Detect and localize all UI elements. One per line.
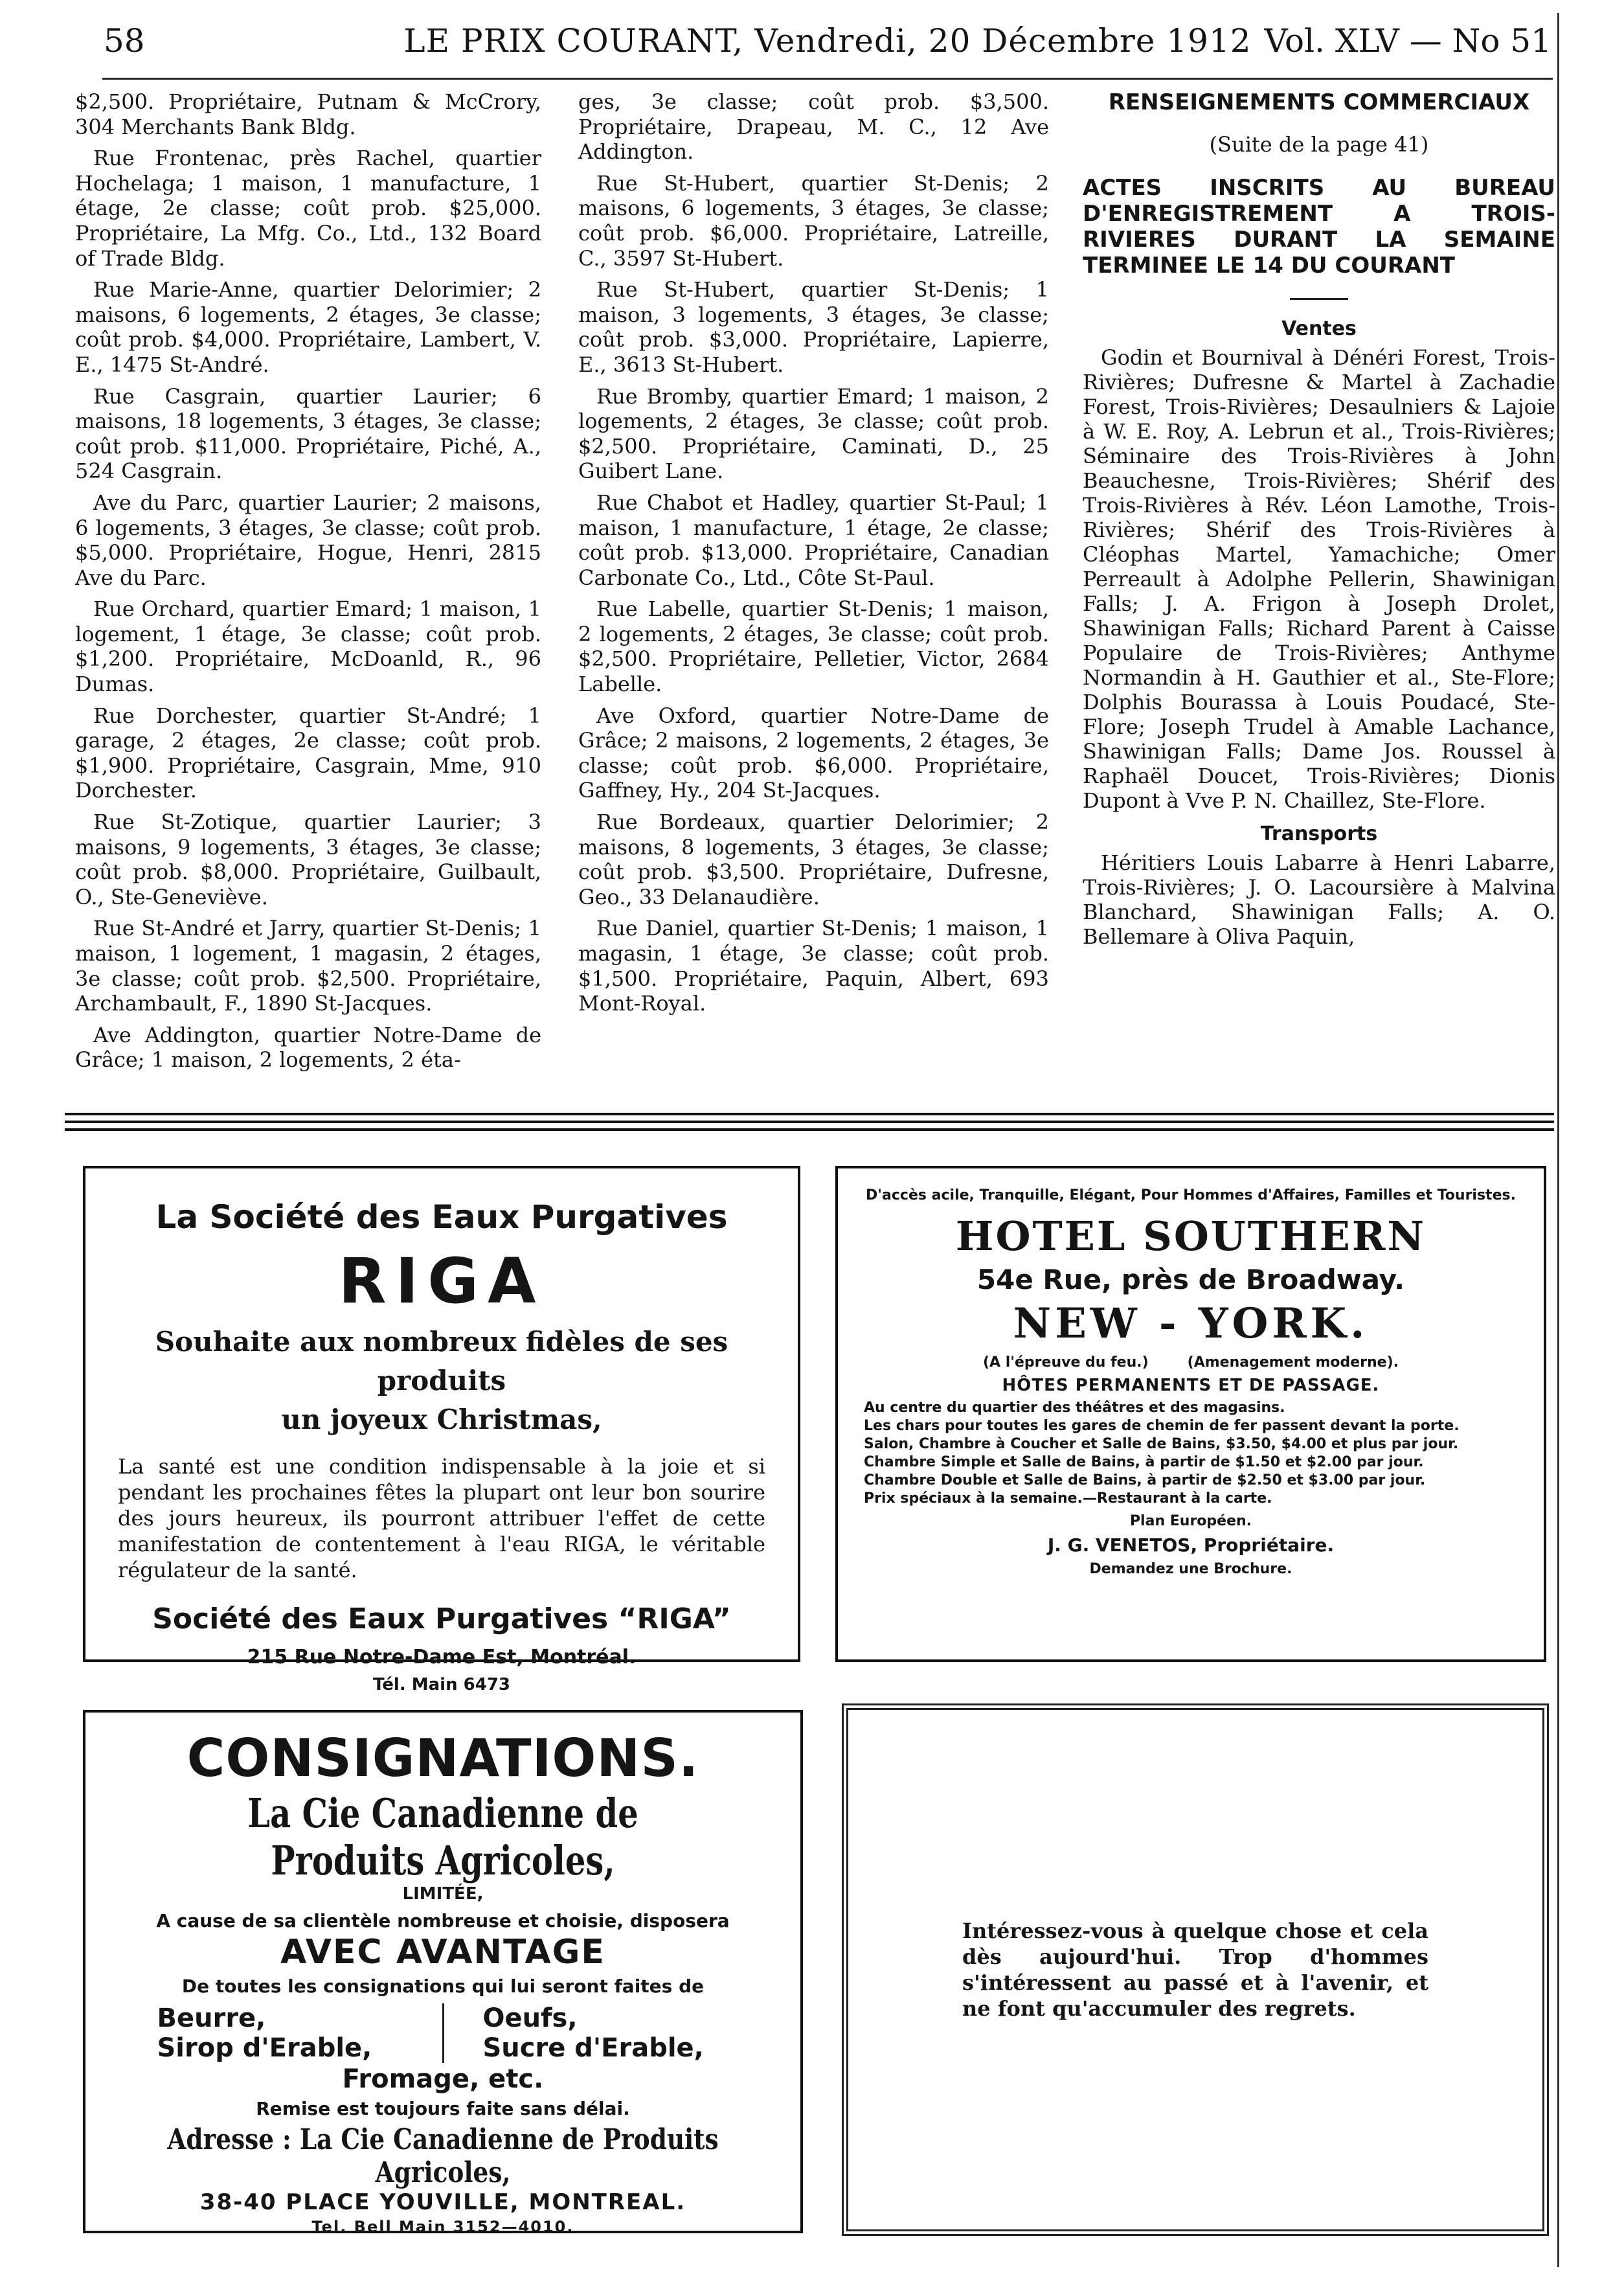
- permit-entry: Rue Bromby, quartier Emard; 1 maison, 2 logements, 2 étages, 3e classe; coût prob. $2,500. Propriétaire, Caminati, D., 25 Guibert Lane.: [578, 383, 1049, 484]
- consignations-advertisement: [83, 1710, 803, 2236]
- permit-entry: Rue Casgrain, quartier Laurier; 6 maisons, 18 logements, 3 étages, 3e classe; coût prob. $11,000. Propriétaire, Piché, A., 524 Casgrain.: [75, 383, 541, 484]
- registry-heading: ACTES INSCRITS AU BUREAU D'ENREGISTREMENT A TROIS-RIVIERES DURANT LA SEMAINE TERMINEE LE 14 DU COURANT: [1083, 175, 1555, 279]
- building-permits-column-2: [578, 89, 1049, 1023]
- wish-line: un joyeux Christmas,: [281, 1404, 602, 1435]
- permit-entry: Rue St-Hubert, quartier St-Denis; 2 maisons, 6 logements, 3 étages, 3e classe; coût prob. $6,000. Propriétaire, Latreille, C., 3597 St-Hubert.: [578, 170, 1049, 271]
- products-grid: [111, 2003, 774, 2063]
- volume-number: Vol. XLV — No 51: [1264, 22, 1551, 60]
- permit-entry: Ave Oxford, quartier Notre-Dame de Grâce; 2 maisons, 2 logements, 2 étages, 3e classe; coût prob. $6,000. Propriétaire, Gaffney, Hy., 204 St-Jacques.: [578, 703, 1049, 803]
- permit-entry: Rue Bordeaux, quartier Delorimier; 2 maisons, 8 logements, 3 étages, 3e classe; coût prob. $3,500. Propriétaire, Dufresne, Geo., 33 Delanaudière.: [578, 810, 1049, 909]
- consignments-note: De toutes les consignations qui lui seront faites de: [181, 1976, 705, 1997]
- wish-line: Souhaite aux nombreux fidèles de ses produits: [155, 1326, 728, 1396]
- permit-entry: Rue Dorchester, quartier St-André; 1 garage, 2 étages, 2e classe; coût prob. $1,900. Propriétaire, Casgrain, Mme, 910 Dorchester.: [75, 703, 541, 803]
- product-item: Sucre d'Erable,: [482, 2033, 704, 2063]
- product-item: Fromage, etc.: [342, 2064, 544, 2094]
- hotel-details: [864, 1399, 1518, 1508]
- riga-advertisement: [83, 1166, 800, 1694]
- quote-box: [842, 1703, 1549, 2236]
- transfers-text: Héritiers Louis Labarre à Henri Labarre, Trois-Rivières; J. O. Lacoursière à Malvina Blanchard, Shawinigan Falls; A. O. Bellemare à Oliva Paquin,: [1083, 850, 1555, 949]
- hotel-tagline: D'accès acile, Tranquille, Elégant, Pour Hommes d'Affaires, Familles et Touristes.: [866, 1187, 1516, 1203]
- building-permits-column-1: [75, 89, 541, 1079]
- company-address: 38-40 PLACE YOUVILLE, MONTREAL.: [199, 2189, 686, 2215]
- hotel-detail-line: Chambre Double et Salle de Bains, à partir de $2.50 et $3.00 par jour.: [864, 1472, 1426, 1488]
- section-divider: [65, 1121, 1554, 1123]
- commercial-information-column: [1083, 89, 1555, 949]
- page-number: 58: [104, 22, 145, 60]
- permit-entry: Rue Chabot et Hadley, quartier St-Paul; 1 maison, 1 manufacture, 1 étage, 2e classe; coût prob. $13,000. Propriétaire, Canadian Carbonate Co., Ltd., Côte St-Paul.: [578, 490, 1049, 590]
- avantage-heading: AVEC AVANTAGE: [280, 1933, 605, 1972]
- permit-entry: $2,500. Propriétaire, Putnam & McCrory, 304 Merchants Bank Bldg.: [75, 89, 541, 139]
- brand-name: RIGA: [338, 1245, 545, 1317]
- section-divider: [65, 1113, 1554, 1115]
- hotel-detail-line: Au centre du quartier des théâtres et des magasins.: [864, 1400, 1285, 1416]
- transfers-heading: Transports: [1260, 823, 1378, 845]
- publication-title: LE PRIX COURANT, Vendredi, 20 Décembre 1912: [403, 22, 1252, 60]
- brochure-note: Demandez une Brochure.: [1089, 1561, 1292, 1577]
- permit-entry: Rue Frontenac, près Rachel, quartier Hochelaga; 1 maison, 1 manufacture, 1 étage, 2e classe; coût prob. $25,000. Propriétaire, La Mfg. Co., Ltd., 132 Board of Trade Bldg.: [75, 146, 541, 271]
- company-limited: LIMITÉE,: [402, 1884, 484, 1904]
- company-address: 215 Rue Notre-Dame Est, Montréal.: [247, 1646, 637, 1668]
- remittance-note: Remise est toujours faite sans délai.: [256, 2098, 630, 2119]
- sales-heading: Ventes: [1281, 317, 1357, 340]
- modern-note: (Amenagement moderne).: [1187, 1354, 1399, 1371]
- page-header: [104, 18, 1551, 70]
- permit-entry: Rue Marie-Anne, quartier Delorimier; 2 maisons, 6 logements, 2 étages, 3e classe; coût prob. $4,000. Propriétaire, Lambert, V. E., 1475 St-André.: [75, 277, 541, 377]
- company-phone: Tel. Bell Main 3152—4010.: [311, 2218, 574, 2236]
- quote-text: Intéressez-vous à quelque chose et cela dès aujourd'hui. Trop d'hommes s'intéressent au passé et à l'avenir, et ne font qu'accumuler des regrets.: [962, 1919, 1428, 2021]
- hotel-street: 54e Rue, près de Broadway.: [976, 1264, 1405, 1295]
- page-edge-line: [1557, 13, 1559, 2267]
- section-heading: RENSEIGNEMENTS COMMERCIAUX: [1108, 89, 1530, 115]
- hotel-southern-advertisement: [835, 1166, 1546, 1662]
- sales-text: Godin et Bournival à Dénéri Forest, Trois-Rivières; Dufresne & Martel à Zachadie Forest, Trois-Rivières; Desaulniers & Lajoie à W. E. Roy, A. Lebrun et al., Trois-Rivières; Séminaire des Trois-Rivières à John Beauchesne, Trois-Rivières; Shérif des Trois-Rivières à Rév. Léon Lamothe, Trois-Rivières; Shérif des Trois-Rivières à Cléophas Martel, Yamachiche; Omer Perreault à Adolphe Pellerin, Shawinigan Falls; J. A. Frigon à Joseph Drolet, Shawinigan Falls; Richard Parent à Caisse Populaire de Trois-Rivières; Anthyme Normandin à H. Gauthier et al., Ste-Flore; Dolphis Bourassa à Louis Poudacé, Ste-Flore; Joseph Trudel à Amable Lachance, Shawinigan Falls; Dame Jos. Roussel à Raphaël Doucet, Trois-Rivières; Dionis Dupont à Vve P. N. Chaillez, Ste-Flore.: [1083, 345, 1555, 813]
- hotel-detail-line: Chambre Simple et Salle de Bains, à partir de $1.50 et $2.00 par jour.: [864, 1454, 1424, 1470]
- hotel-detail-line: Prix spéciaux à la semaine.—Restaurant à la carte.: [864, 1490, 1272, 1507]
- hotel-features: [864, 1354, 1518, 1371]
- company-phone: Tél. Main 6473: [372, 1675, 510, 1694]
- section-divider: [65, 1128, 1554, 1131]
- ad-title: CONSIGNATIONS.: [186, 1728, 699, 1788]
- fireproof-note: (A l'épreuve du feu.): [982, 1354, 1149, 1371]
- hotel-owner: J. G. VENETOS, Propriétaire.: [1047, 1534, 1335, 1556]
- hotel-plan: Plan Européen.: [1129, 1513, 1252, 1529]
- guests-heading: HÔTES PERMANENTS ET DE PASSAGE.: [1002, 1376, 1380, 1395]
- holiday-wish: [118, 1323, 765, 1439]
- products-right: [444, 2003, 729, 2063]
- permit-entry: Rue Labelle, quartier St-Denis; 1 maison, 2 logements, 2 étages, 3e classe; coût prob. $2,500. Propriétaire, Pelletier, Victor, 2684 Labelle.: [578, 597, 1049, 697]
- hotel-detail-line: Salon, Chambre à Coucher et Salle de Bains, $3.50, $4.00 et plus par jour.: [864, 1436, 1459, 1452]
- product-item: Beurre,: [157, 2003, 266, 2033]
- header-rule: [102, 78, 1553, 80]
- company-name: La Cie Canadienne de Produits Agricoles,: [247, 1790, 638, 1884]
- permit-entry: Rue Orchard, quartier Emard; 1 maison, 1 logement, 1 étage, 3e classe; coût prob. $1,200. Propriétaire, McDoanld, R., 96 Dumas.: [75, 597, 541, 697]
- hotel-city: NEW - YORK.: [1013, 1299, 1369, 1348]
- short-divider: [1290, 298, 1348, 300]
- permit-entry: ges, 3e classe; coût prob. $3,500. Propriétaire, Drapeau, M. C., 12 Ave Addington.: [578, 89, 1049, 165]
- product-item: Oeufs,: [482, 2003, 578, 2033]
- permit-entry: Rue Daniel, quartier St-Denis; 1 maison, 1 magasin, 1 étage, 3e classe; coût prob. $1,500. Propriétaire, Paquin, Albert, 693 Mont-Royal.: [578, 916, 1049, 1016]
- company-name: Société des Eaux Purgatives “RIGA”: [152, 1602, 731, 1635]
- address-heading: Adresse : La Cie Canadienne de Produits Agricoles,: [167, 2123, 719, 2189]
- product-item: Sirop d'Erable,: [157, 2033, 372, 2063]
- hotel-detail-line: Les chars pour toutes les gares de chemin de fer passent devant la porte.: [864, 1418, 1460, 1434]
- hotel-name: HOTEL SOUTHERN: [955, 1213, 1427, 1260]
- ad-body-text: La santé est une condition indispensable à la joie et si pendant les prochaines fêtes la plupart ont leur bon sourire des jours heureux, ils pourront attribuer l'effet de cette manifestation de contentement à l'eau RIGA, le véritable régulateur de la santé.: [118, 1454, 765, 1582]
- ad-title: La Société des Eaux Purgatives: [155, 1198, 728, 1236]
- products-left: [157, 2003, 444, 2063]
- clientele-note: A cause de sa clientèle nombreuse et choisie, disposera: [156, 1910, 730, 1931]
- permit-entry: Rue St-Hubert, quartier St-Denis; 1 maison, 3 logements, 3 étages, 3e classe; coût prob. $3,000. Propriétaire, Lapierre, E., 3613 St-Hubert.: [578, 277, 1049, 377]
- continued-note: (Suite de la page 41): [1209, 132, 1429, 157]
- permit-entry: Ave Addington, quartier Notre-Dame de Grâce; 1 maison, 2 logements, 2 éta-: [75, 1022, 541, 1073]
- permit-entry: Ave du Parc, quartier Laurier; 2 maisons, 6 logements, 3 étages, 3e classe; coût prob. $5,000. Propriétaire, Hogue, Henri, 2815 Ave du Parc.: [75, 490, 541, 590]
- permit-entry: Rue St-André et Jarry, quartier St-Denis; 1 maison, 1 logement, 1 magasin, 2 étages, 3e classe; coût prob. $2,500. Propriétaire, Archambault, F., 1890 St-Jacques.: [75, 916, 541, 1016]
- permit-entry: Rue St-Zotique, quartier Laurier; 3 maisons, 9 logements, 3 étages, 3e classe; coût prob. $8,000. Propriétaire, Guilbault, O., Ste-Geneviève.: [75, 810, 541, 909]
